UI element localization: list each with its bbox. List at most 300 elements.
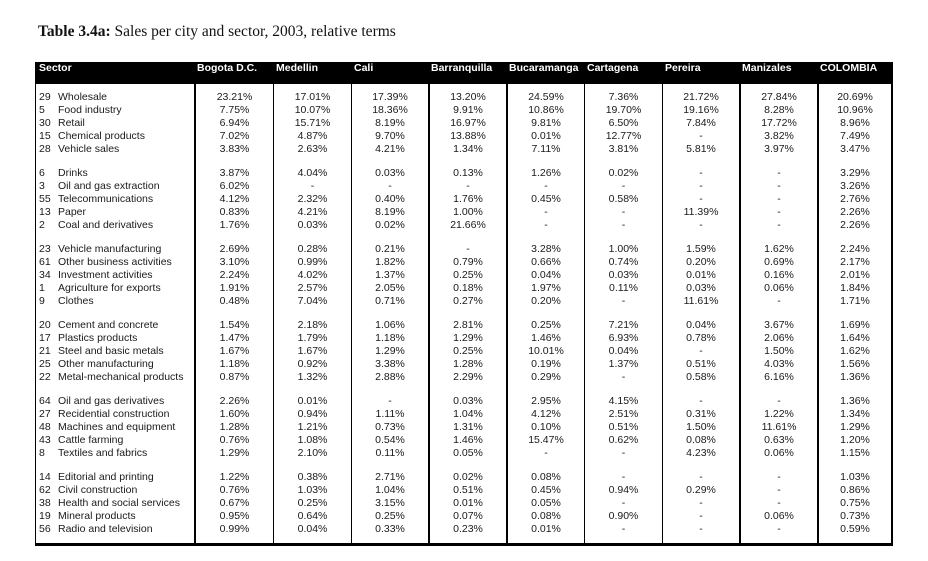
column-header-medellin: Medellin [276,62,319,74]
value-cell: 0.25% [506,319,584,332]
value-cell: 1.34% [817,408,893,421]
value-cell: 12.77% [584,130,662,143]
value-cell: 0.20% [662,256,739,269]
separator-cell [273,460,351,471]
sector-name: Steel and basic metals [58,345,164,357]
sector-code: 9 [39,295,45,307]
sector-name: Paper [58,206,87,218]
sector-cell [36,358,194,371]
value-cell: 1.36% [817,395,893,408]
table-row [36,206,893,219]
value-cell: 2.76% [817,193,893,206]
value-cell: 0.02% [351,219,428,232]
separator-cell [428,460,506,471]
sector-code: 30 [39,117,51,129]
separator-cell [739,384,817,395]
value-cell: 0.18% [428,282,506,295]
value-cell: 5.81% [662,143,739,156]
value-cell: 1.62% [739,243,817,256]
value-cell: 2.17% [817,256,893,269]
separator-cell [351,460,428,471]
separator-cell [428,156,506,167]
value-cell: 17.39% [351,91,428,104]
value-cell: - [662,471,739,484]
separator-cell [273,232,351,243]
value-cell: 2.18% [273,319,351,332]
value-cell: 0.64% [273,510,351,523]
table-title-text: Sales per city and sector, 2003, relative terms [114,23,396,40]
table-row [36,371,893,384]
value-cell: 3.81% [584,143,662,156]
table-body [36,84,893,543]
value-cell: 1.36% [817,371,893,384]
value-cell: - [584,523,662,536]
value-cell: 7.84% [662,117,739,130]
value-cell: 3.28% [506,243,584,256]
sector-cell [36,447,194,460]
value-cell: 0.25% [428,269,506,282]
table-row [36,167,893,180]
value-cell: 20.69% [817,91,893,104]
column-header-bucaramanga: Bucaramanga [509,62,579,74]
value-cell: 9.91% [428,104,506,117]
value-cell: 1.97% [506,282,584,295]
value-cell: - [584,219,662,232]
separator-cell [817,384,893,395]
sector-code: 64 [39,395,51,407]
value-cell: 0.79% [428,256,506,269]
value-cell: - [662,167,739,180]
table-row [36,269,893,282]
value-cell: 19.16% [662,104,739,117]
separator-cell [36,308,194,319]
value-cell: 1.18% [351,332,428,345]
value-cell: 1.28% [194,421,273,434]
value-cell: - [506,219,584,232]
sector-cell [36,219,194,232]
value-cell: 18.36% [351,104,428,117]
value-cell: 1.22% [194,471,273,484]
value-cell: 0.27% [428,295,506,308]
sector-cell [36,256,194,269]
value-cell: 3.83% [194,143,273,156]
table-row [36,117,893,130]
group-separator-row [36,460,893,471]
value-cell: - [662,523,739,536]
value-cell: - [351,395,428,408]
value-cell: - [506,180,584,193]
pad-cell [36,536,194,543]
sector-name: Radio and television [58,523,153,535]
value-cell: 17.72% [739,117,817,130]
value-cell: 0.99% [273,256,351,269]
column-header-cali: Cali [354,62,374,74]
separator-cell [739,460,817,471]
separator-cell [506,156,584,167]
sector-name: Machines and equipment [58,421,176,433]
sector-code: 25 [39,358,51,370]
separator-cell [194,156,273,167]
separator-cell [584,156,662,167]
value-cell: 0.74% [584,256,662,269]
value-cell: 13.88% [428,130,506,143]
sector-code: 17 [39,332,51,344]
value-cell: 1.46% [506,332,584,345]
value-cell: - [739,395,817,408]
value-cell: 0.04% [506,269,584,282]
value-cell: 1.28% [428,358,506,371]
value-cell: 0.78% [662,332,739,345]
value-cell: 3.26% [817,180,893,193]
value-cell: 1.29% [351,345,428,358]
value-cell: 0.25% [273,497,351,510]
value-cell: - [428,180,506,193]
column-header-pereira: Pereira [665,62,701,74]
sector-name: Coal and derivatives [58,219,154,231]
separator-cell [273,384,351,395]
sector-cell [36,117,194,130]
value-cell: 1.22% [739,408,817,421]
value-cell: 15.71% [273,117,351,130]
pad-cell [351,536,428,543]
value-cell: 0.45% [506,484,584,497]
value-cell: 11.61% [739,421,817,434]
sector-code: 22 [39,371,51,383]
value-cell: 1.04% [428,408,506,421]
value-cell: 0.51% [428,484,506,497]
table-row [36,510,893,523]
column-header-sector: Sector [39,62,72,74]
sector-name: Vehicle manufacturing [58,243,162,255]
sector-name: Textiles and fabrics [58,447,148,459]
sector-name: Cement and concrete [58,319,159,331]
table-title [38,23,396,41]
value-cell: 0.03% [584,269,662,282]
value-cell: 2.01% [817,269,893,282]
value-cell: 13.20% [428,91,506,104]
value-cell: 0.02% [428,471,506,484]
sector-name: Other business activities [58,256,172,268]
value-cell: 1.59% [662,243,739,256]
separator-cell [584,460,662,471]
pad-cell [194,84,273,91]
sector-code: 20 [39,319,51,331]
column-header-barranquilla: Barranquilla [431,62,493,74]
value-cell: 1.03% [817,471,893,484]
value-cell: - [739,206,817,219]
value-cell: 0.73% [351,421,428,434]
sector-name: Plastics products [58,332,138,344]
value-cell: 11.61% [662,295,739,308]
value-cell: 1.46% [428,434,506,447]
value-cell: - [739,497,817,510]
value-cell: 10.01% [506,345,584,358]
value-cell: 0.69% [739,256,817,269]
table-row [36,104,893,117]
value-cell: 0.67% [194,497,273,510]
value-cell: 1.69% [817,319,893,332]
value-cell: - [739,219,817,232]
separator-cell [817,232,893,243]
separator-cell [36,384,194,395]
value-cell: 0.11% [351,447,428,460]
pad-cell [584,536,662,543]
separator-cell [194,308,273,319]
value-cell: 0.01% [506,130,584,143]
value-cell: 1.37% [351,269,428,282]
value-cell: 0.58% [584,193,662,206]
sector-code: 62 [39,484,51,496]
value-cell: 0.06% [739,282,817,295]
value-cell: 2.81% [428,319,506,332]
sector-cell [36,332,194,345]
sector-code: 48 [39,421,51,433]
value-cell: 4.02% [273,269,351,282]
pad-cell [662,84,739,91]
value-cell: 0.02% [584,167,662,180]
value-cell: 0.40% [351,193,428,206]
table-row [36,332,893,345]
sector-name: Oil and gas derivatives [58,395,165,407]
value-cell: 0.28% [273,243,351,256]
value-cell: 1.34% [428,143,506,156]
table-row [36,256,893,269]
value-cell: 0.83% [194,206,273,219]
value-cell: 1.18% [194,358,273,371]
value-cell: 7.11% [506,143,584,156]
value-cell: 6.16% [739,371,817,384]
value-cell: 3.10% [194,256,273,269]
separator-cell [351,308,428,319]
sector-cell [36,91,194,104]
sector-code: 27 [39,408,51,420]
sector-code: 61 [39,256,51,268]
pad-cell [273,84,351,91]
table-row [36,319,893,332]
column-header-bogota-d-c-: Bogota D.C. [197,62,258,74]
table-title-label: Table 3.4a: [38,23,111,40]
value-cell: 21.72% [662,91,739,104]
value-cell: 2.26% [817,219,893,232]
value-cell: 1.04% [351,484,428,497]
value-cell: 0.73% [817,510,893,523]
table-row [36,523,893,536]
sector-code: 28 [39,143,51,155]
value-cell: 0.33% [351,523,428,536]
value-cell: 3.15% [351,497,428,510]
separator-cell [739,232,817,243]
value-cell: 1.47% [194,332,273,345]
value-cell: 3.97% [739,143,817,156]
value-cell: 10.96% [817,104,893,117]
pad-cell [739,536,817,543]
value-cell: 0.29% [662,484,739,497]
pad-cell [662,536,739,543]
value-cell: - [506,206,584,219]
sector-cell [36,345,194,358]
pad-cell [506,84,584,91]
value-cell: - [662,395,739,408]
value-cell: 6.50% [584,117,662,130]
value-cell: 0.04% [662,319,739,332]
pad-cell [36,84,194,91]
value-cell: - [662,345,739,358]
separator-cell [662,460,739,471]
table-row [36,282,893,295]
value-cell: 1.62% [817,345,893,358]
value-cell: 0.38% [273,471,351,484]
value-cell: 17.01% [273,91,351,104]
value-cell: 7.02% [194,130,273,143]
value-cell: 0.75% [817,497,893,510]
sector-cell [36,130,194,143]
separator-cell [506,460,584,471]
value-cell: 1.71% [817,295,893,308]
sector-cell [36,295,194,308]
sector-name: Metal-mechanical products [58,371,184,383]
value-cell: 1.20% [817,434,893,447]
value-cell: 1.21% [273,421,351,434]
value-cell: 0.08% [662,434,739,447]
sector-cell [36,484,194,497]
value-cell: 6.94% [194,117,273,130]
column-header-manizales: Manizales [742,62,792,74]
pad-cell [194,536,273,543]
group-separator-row [36,232,893,243]
value-cell: 15.47% [506,434,584,447]
value-cell: 0.94% [584,484,662,497]
pad-cell [506,536,584,543]
value-cell: 27.84% [739,91,817,104]
table-row [36,447,893,460]
sector-cell [36,180,194,193]
pad-cell [817,84,893,91]
value-cell: 3.67% [739,319,817,332]
separator-cell [584,384,662,395]
value-cell: 0.51% [662,358,739,371]
sector-name: Retail [58,117,85,129]
value-cell: 0.03% [273,219,351,232]
group-separator-row [36,308,893,319]
value-cell: 0.04% [584,345,662,358]
value-cell: 1.79% [273,332,351,345]
sector-name: Cattle farming [58,434,124,446]
value-cell: - [662,130,739,143]
separator-cell [351,384,428,395]
sector-code: 15 [39,130,51,142]
value-cell: 2.95% [506,395,584,408]
value-cell: - [662,219,739,232]
sector-cell [36,497,194,510]
sector-cell [36,434,194,447]
table-row [36,497,893,510]
table-row [36,193,893,206]
value-cell: 11.39% [662,206,739,219]
sector-cell [36,523,194,536]
separator-cell [351,232,428,243]
sector-code: 2 [39,219,45,231]
sector-name: Telecommunications [58,193,154,205]
value-cell: 0.08% [506,510,584,523]
value-cell: 4.21% [351,143,428,156]
value-cell: 0.03% [428,395,506,408]
table-row [36,295,893,308]
sector-code: 21 [39,345,51,357]
sector-name: Oil and gas extraction [58,180,160,192]
value-cell: 0.66% [506,256,584,269]
value-cell: 0.86% [817,484,893,497]
value-cell: 2.88% [351,371,428,384]
sector-code: 1 [39,282,45,294]
sector-name: Civil construction [58,484,138,496]
sales-table [35,62,893,546]
value-cell: 0.11% [584,282,662,295]
value-cell: 2.24% [194,269,273,282]
value-cell: 7.75% [194,104,273,117]
separator-cell [662,232,739,243]
value-cell: 1.64% [817,332,893,345]
value-cell: 2.51% [584,408,662,421]
value-cell: 8.19% [351,206,428,219]
value-cell: - [584,180,662,193]
value-cell: - [662,510,739,523]
value-cell: 1.54% [194,319,273,332]
value-cell: 9.81% [506,117,584,130]
value-cell: 0.25% [428,345,506,358]
value-cell: 0.16% [739,269,817,282]
value-cell: 0.54% [351,434,428,447]
value-cell: 2.24% [817,243,893,256]
value-cell: 0.99% [194,523,273,536]
separator-cell [506,232,584,243]
value-cell: - [584,471,662,484]
sector-name: Vehicle sales [58,143,120,155]
value-cell: 3.87% [194,167,273,180]
value-cell: 0.25% [351,510,428,523]
value-cell: - [351,180,428,193]
sector-code: 3 [39,180,45,192]
value-cell: 0.29% [506,371,584,384]
sector-cell [36,282,194,295]
separator-cell [36,460,194,471]
table-row [36,434,893,447]
value-cell: 1.00% [428,206,506,219]
separator-cell [506,308,584,319]
value-cell: 1.29% [817,421,893,434]
sector-cell [36,408,194,421]
group-separator-row [36,156,893,167]
value-cell: 2.69% [194,243,273,256]
value-cell: 0.95% [194,510,273,523]
value-cell: 0.58% [662,371,739,384]
table-row [36,91,893,104]
sector-name: Clothes [58,295,94,307]
value-cell: 2.57% [273,282,351,295]
sector-name: Drinks [58,167,88,179]
sector-cell [36,143,194,156]
value-cell: 0.04% [273,523,351,536]
value-cell: 2.71% [351,471,428,484]
value-cell: 0.62% [584,434,662,447]
value-cell: 2.05% [351,282,428,295]
value-cell: - [739,523,817,536]
sector-name: Food industry [58,104,122,116]
value-cell: 1.67% [194,345,273,358]
value-cell: - [584,447,662,460]
value-cell: 3.47% [817,143,893,156]
value-cell: 2.26% [194,395,273,408]
value-cell: 1.32% [273,371,351,384]
